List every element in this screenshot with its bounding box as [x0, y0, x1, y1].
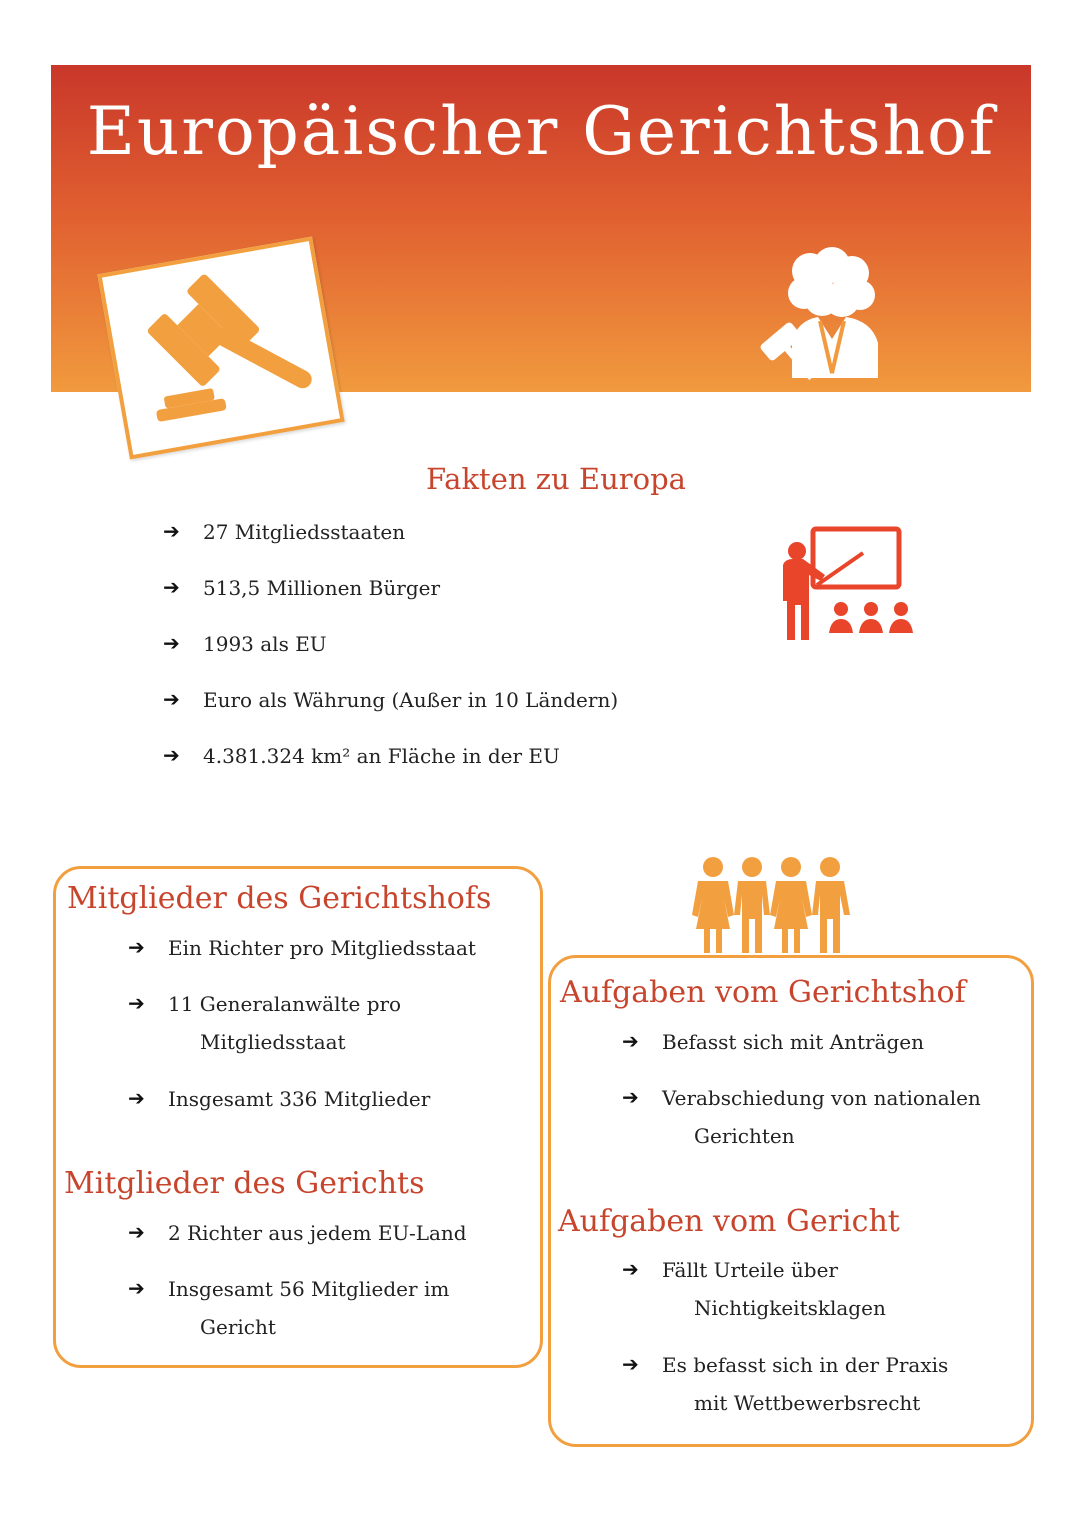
people-group-icon [690, 855, 855, 955]
arrow-icon: ➔ [163, 519, 180, 543]
arrow-icon: ➔ [622, 1085, 639, 1109]
members-court-of-justice-title: Mitglieder des Gerichtshofs [67, 881, 492, 916]
judge-icon [752, 243, 902, 383]
gavel-card [97, 237, 344, 460]
facts-title: Fakten zu Europa [426, 462, 686, 496]
members-general-court-title: Mitglieder des Gerichts [64, 1166, 425, 1201]
arrow-icon: ➔ [163, 743, 180, 767]
arrow-icon: ➔ [128, 991, 145, 1015]
arrow-icon: ➔ [622, 1029, 639, 1053]
tasks-court-of-justice-title: Aufgaben vom Gerichtshof [560, 975, 966, 1010]
arrow-icon: ➔ [163, 687, 180, 711]
members-box: Mitglieder des Gerichtshofs ➔ Ein Richter pro Mitgliedsstaat ➔ 11 Generalanwälte pro Mitgliedsstaat ➔ Insgesamt 336 Mitglieder Mitglieder des Gerichts ➔ 2 Richter aus jedem EU-Land ➔ Insgesamt 56 Mitglieder im Gericht [53, 866, 543, 1368]
arrow-icon: ➔ [163, 575, 180, 599]
page-title: Europäischer Gerichtshof [86, 93, 996, 170]
teacher-presentation-icon [775, 525, 920, 650]
arrow-icon: ➔ [128, 1086, 145, 1110]
arrow-icon: ➔ [128, 935, 145, 959]
gavel-icon [114, 253, 329, 444]
arrow-icon: ➔ [163, 631, 180, 655]
tasks-box: Aufgaben vom Gerichtshof ➔ Befasst sich mit Anträgen ➔ Verabschiedung von nationalen Gerichten Aufgaben vom Gericht ➔ Fällt Urteile über Nichtigkeitsklagen ➔ Es befasst sich in der Praxis mit Wettbewerbsrecht [548, 955, 1034, 1447]
arrow-icon: ➔ [128, 1220, 145, 1244]
arrow-icon: ➔ [622, 1257, 639, 1281]
tasks-general-court-title: Aufgaben vom Gericht [558, 1204, 900, 1239]
arrow-icon: ➔ [622, 1352, 639, 1376]
arrow-icon: ➔ [128, 1276, 145, 1300]
